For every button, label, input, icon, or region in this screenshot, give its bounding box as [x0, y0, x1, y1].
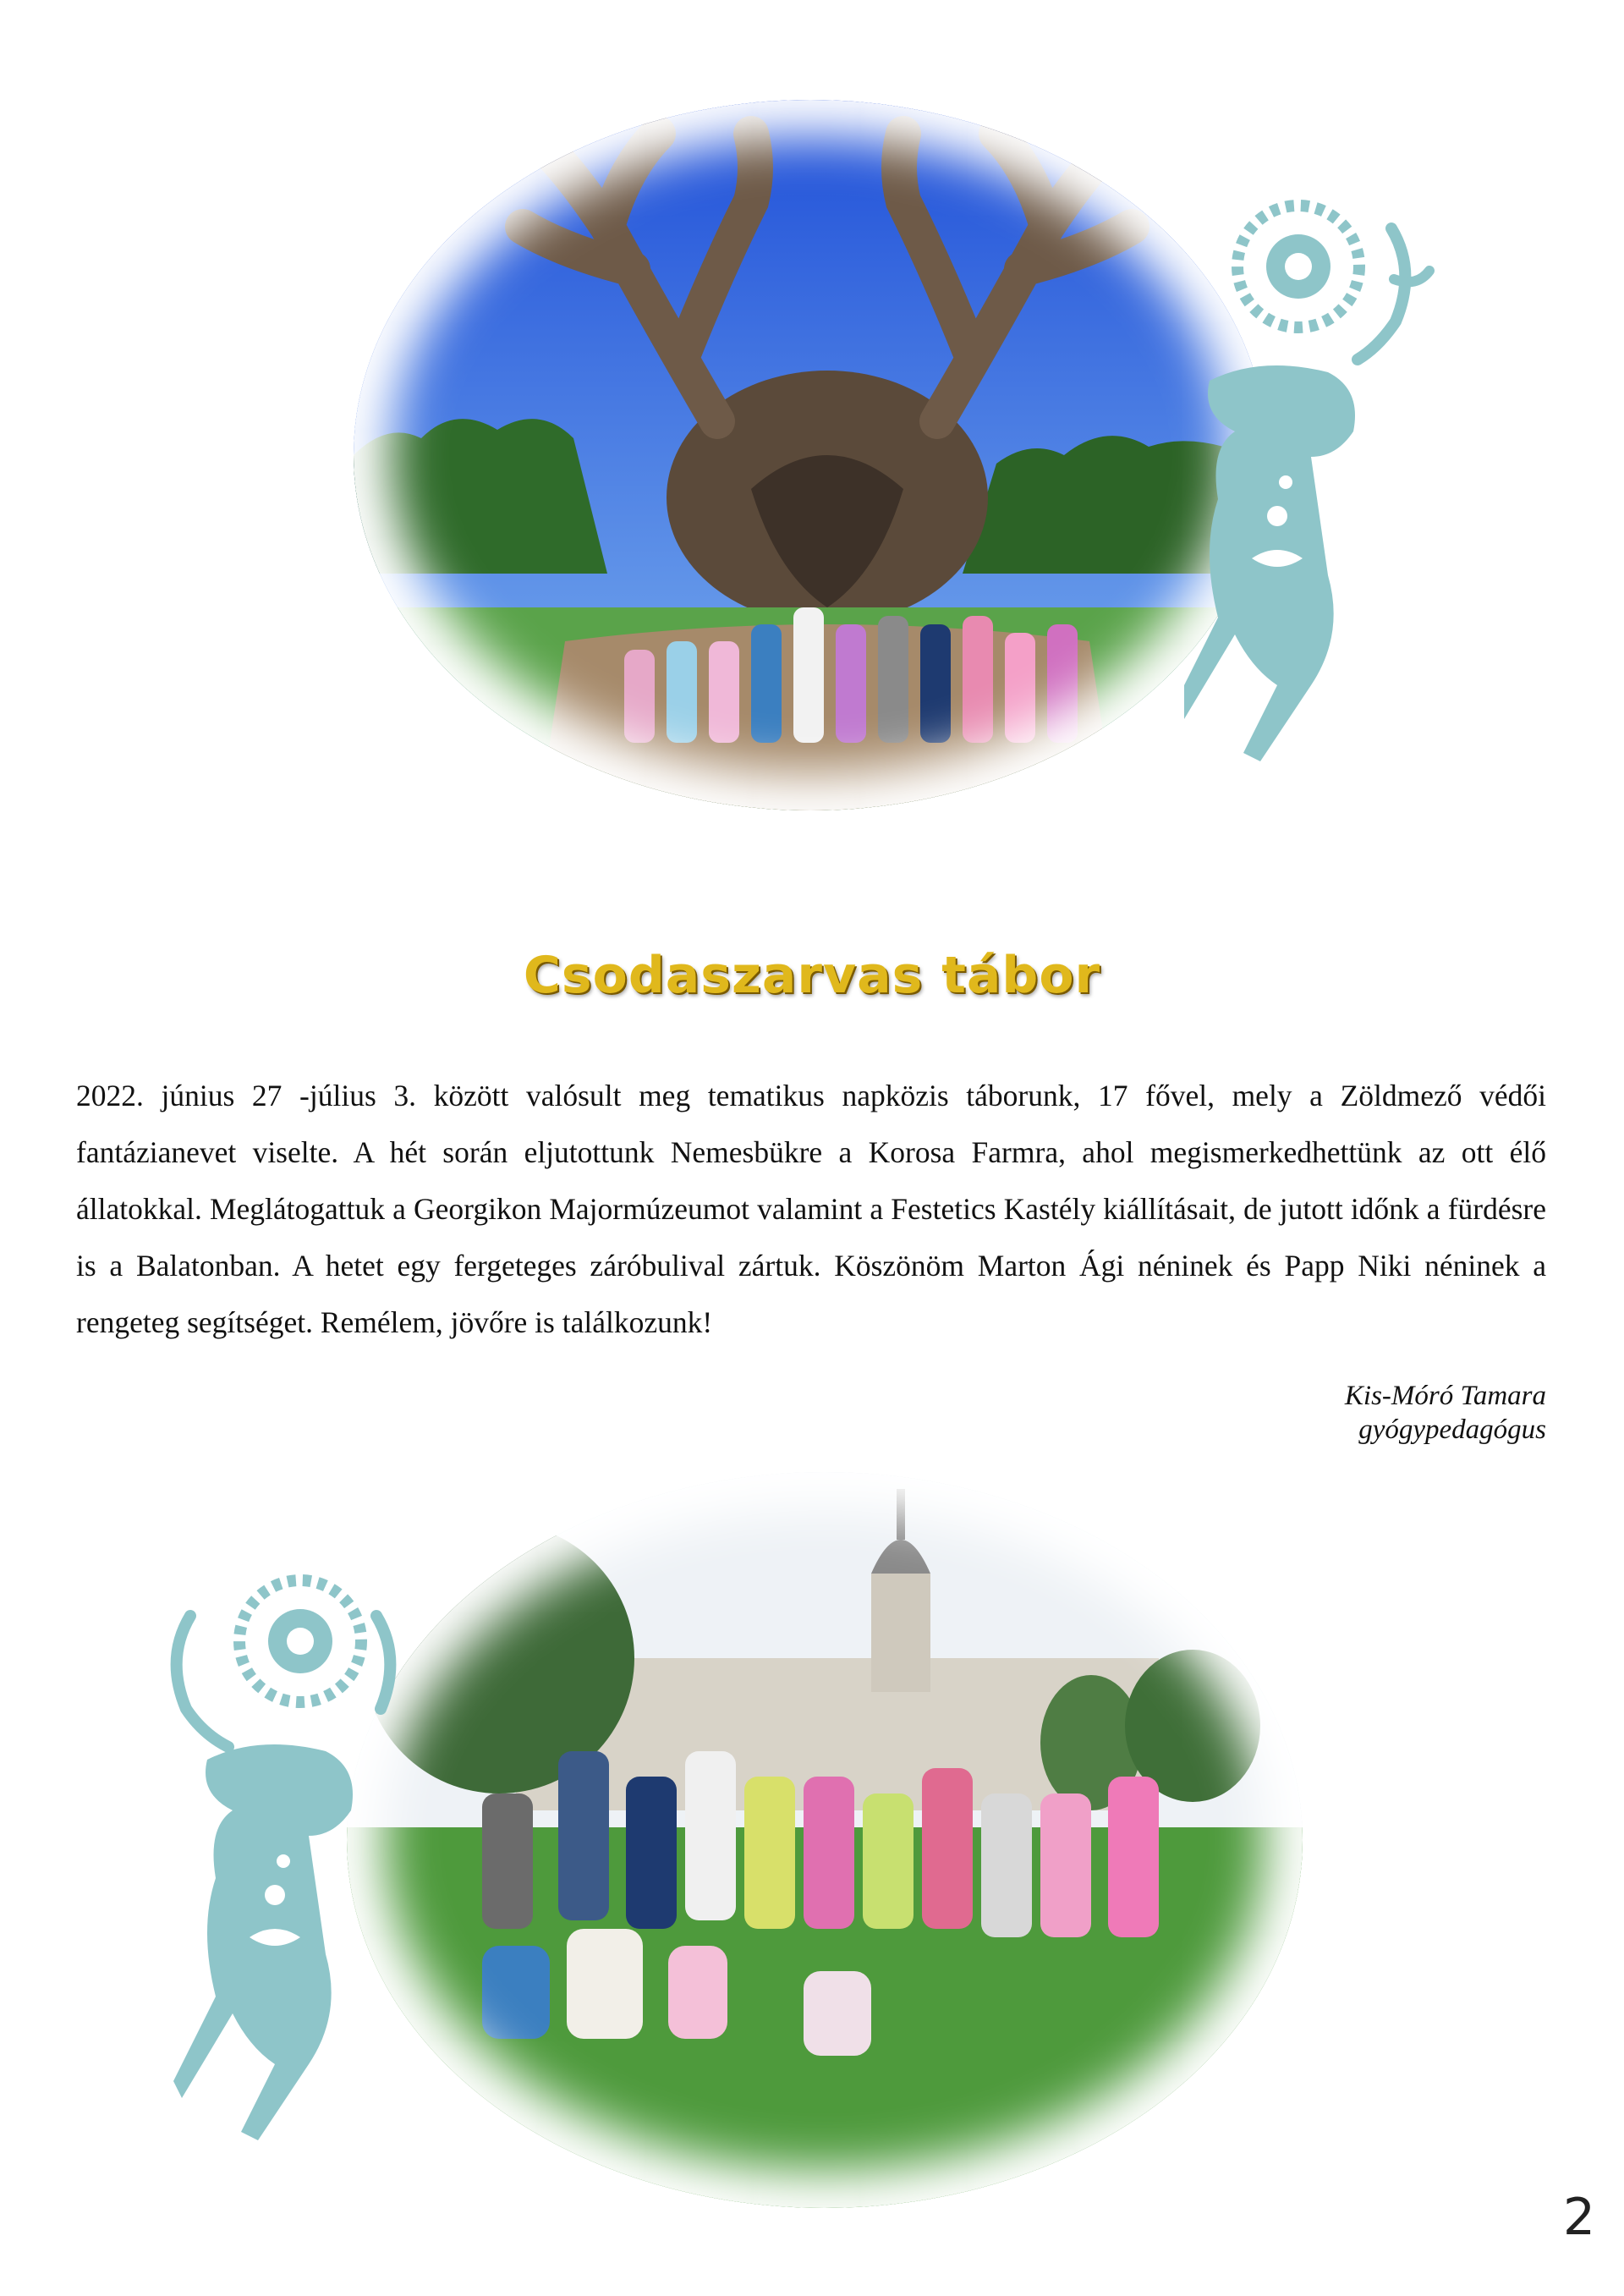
page-number: 2: [1562, 2188, 1595, 2247]
photo-castle-group: [347, 1472, 1303, 2208]
signature: [1345, 1379, 1546, 1447]
article-body: 2022. június 27 -július 3. között valósult meg tematikus napközis táborunk, 17 fővel, mely a Zöldmező védői fantázianevet viselte. A hét során eljutottunk Nemesbükre a Korosa Farmra, ahol megismerkedhettünk az ott élő állatokkal. Meglátogattuk a Georgikon Majormúzeumot valamint a Festetics Kastély kiállításait, de jutott időnk a fürdésre is a Balatonban. A hetet egy fergeteges záróbulival zártuk. Köszönöm Marton Ági néninek és Papp Niki néninek a rengeteg segítséget. Remélem, jövőre is találkozunk!: [76, 1079, 1546, 1339]
article-title: Csodaszarvas tábor: [523, 946, 1101, 1005]
photo-deer-sculpture: [354, 100, 1267, 810]
author-name: Kis-Móró Tamara: [1344, 1381, 1546, 1411]
author-role: gyógypedagógus: [1358, 1414, 1546, 1445]
folk-deer-illustration-top: [1184, 178, 1438, 787]
folk-deer-illustration-bottom: [156, 1557, 427, 2166]
